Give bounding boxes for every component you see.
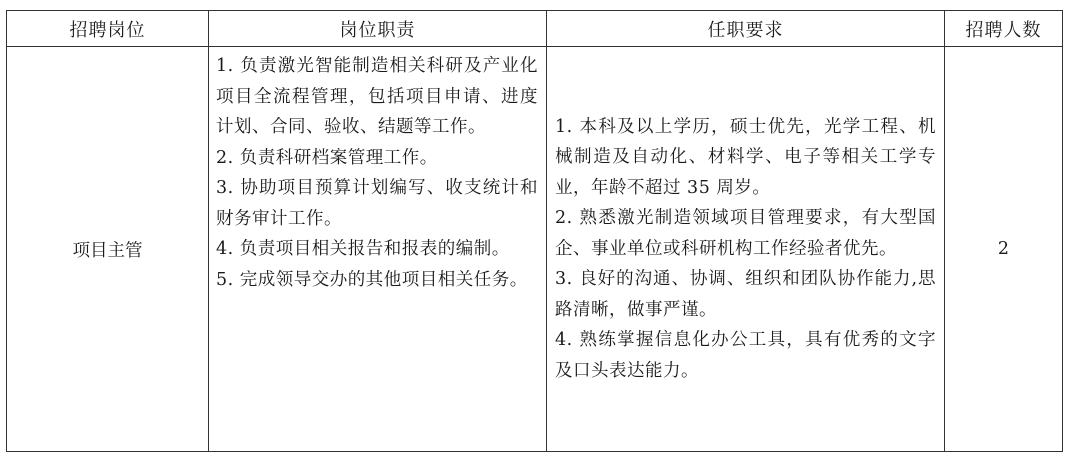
- requirement-item: 4. 熟练掌握信息化办公工具，具有优秀的文字及口头表达能力。: [555, 330, 936, 381]
- header-duties: 岗位职责: [209, 11, 547, 47]
- duty-item: 4. 负责项目相关报告和报表的编制。: [216, 239, 510, 259]
- requirements-cell: [547, 47, 945, 452]
- requirement-item: 1. 本科及以上学历，硕士优先，光学工程、机械制造及自动化、材料学、电子等相关工学专业，年龄不超过 35 周岁。: [555, 116, 936, 198]
- header-requirements: 任职要求: [547, 11, 945, 47]
- requirement-item: 2. 熟悉激光制造领域项目管理要求，有大型国企、事业单位或科研机构工作经验者优先。: [555, 208, 936, 259]
- duty-item: 1. 负责激光智能制造相关科研及产业化项目全流程管理，包括项目申请、进度计划、合同、验收、结题等工作。: [216, 56, 538, 137]
- duties-cell: [209, 47, 547, 452]
- header-count: 招聘人数: [945, 11, 1063, 47]
- recruitment-table: [6, 10, 1063, 452]
- header-position: 招聘岗位: [7, 11, 209, 47]
- duty-item: 5. 完成领导交办的其他项目相关任务。: [216, 269, 528, 290]
- position-cell: 项目主管: [7, 47, 209, 452]
- header-row: [7, 11, 1063, 47]
- table-row: [7, 47, 1063, 452]
- requirement-item: 3. 良好的沟通、协调、组织和团队协作能力,思路清晰，做事严谨。: [555, 269, 936, 320]
- duty-item: 2. 负责科研档案管理工作。: [216, 147, 438, 168]
- duty-item: 3. 协助项目预算计划编写、收支统计和财务审计工作。: [216, 178, 538, 229]
- count-cell: 2: [945, 47, 1063, 452]
